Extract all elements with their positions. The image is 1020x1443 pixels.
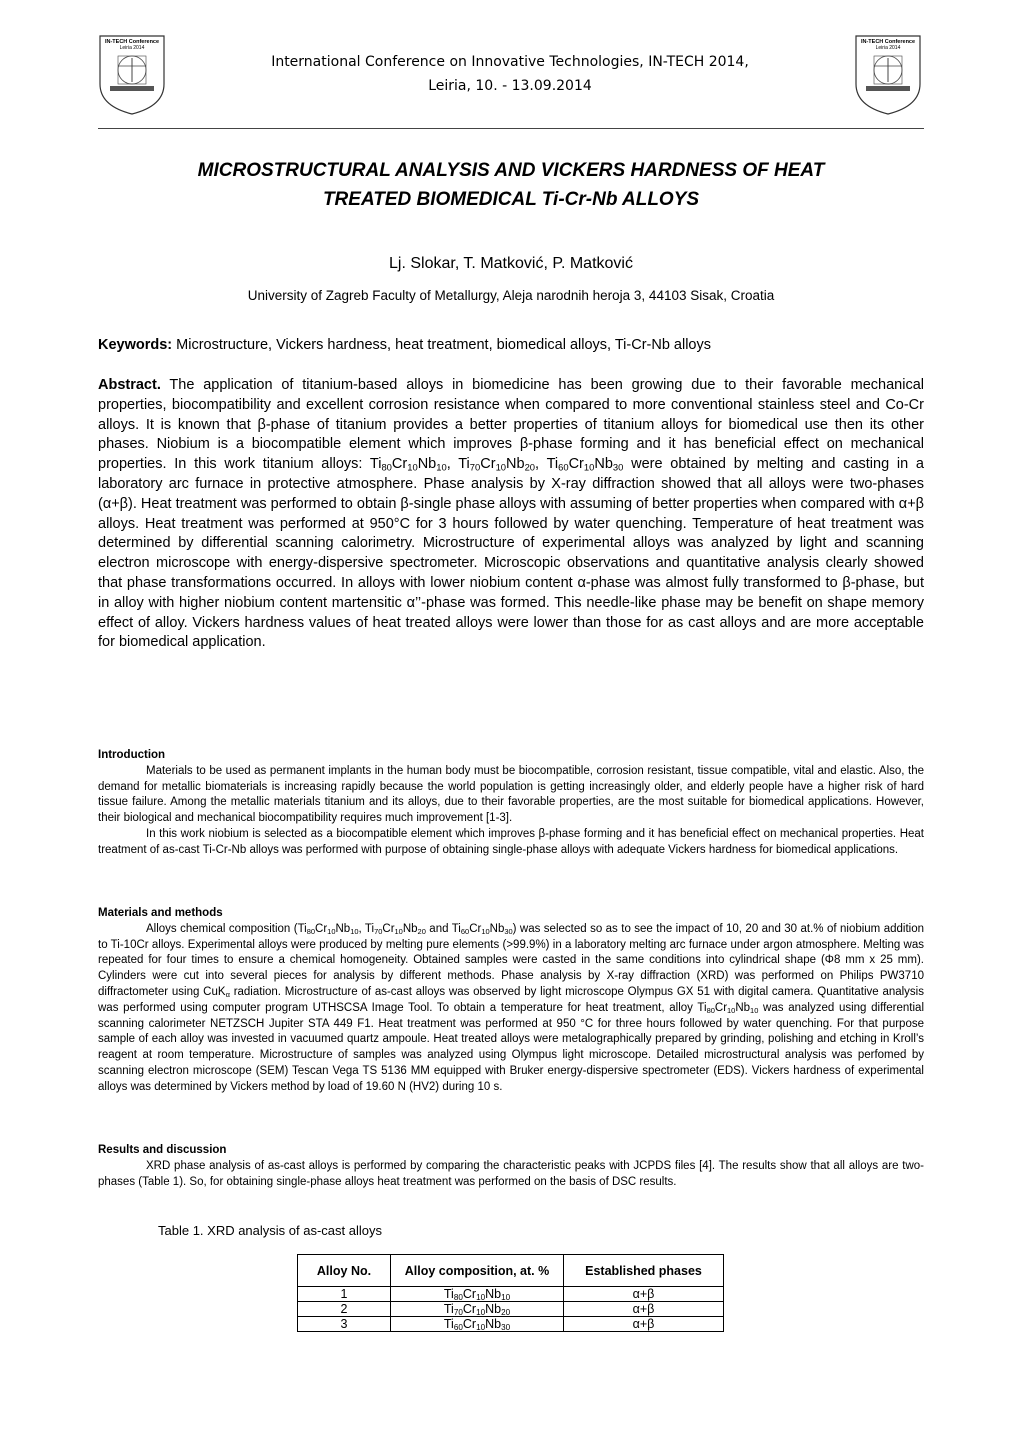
logo-title: IN-TECH Conference — [104, 39, 160, 45]
cell-composition: $Ti_{80}Cr_{10}Nb_{10}$ — [391, 1287, 564, 1302]
cell-phases: α+β — [564, 1287, 724, 1302]
xrd-table — [297, 1254, 724, 1332]
conference-logo-right — [854, 34, 922, 116]
cell-composition: $Ti_{60}Cr_{10}Nb_{30}$ — [391, 1317, 564, 1332]
cell-phases: α+β — [564, 1302, 724, 1317]
cell-phases: α+β — [564, 1317, 724, 1332]
introduction-paragraph-2: In this work niobium is selected as a biocompatible element which improves β-phase forming and it has beneficial effect on mechanical properties. Heat treatment of as-cast Ti-Cr-Nb alloys was performed with purpose of obtaining single-phase alloys with adequate Vickers hardness for biomedical applications. — [98, 827, 924, 856]
introduction-heading: Introduction — [98, 749, 166, 761]
cell-alloy-no: 1 — [298, 1287, 391, 1302]
methods-text-a: Alloys chemical composition ( — [146, 922, 298, 935]
table-header-row — [298, 1255, 724, 1287]
header-line-1: International Conference on Innovative Technologies, IN-TECH 2014, — [271, 54, 749, 70]
abstract-text-2: were obtained by melting and casting in a laboratory arc furnace in protective atmosphere. Phase analysis by X-ray diffraction showed that all alloys were two-phases (α+β). Heat treatment was performed to obtain β-single phase alloys with assuming of better properties when compared with α+β alloys. Heat treatment was performed at 950°C for 3 hours followed by water quenching. Temperature of heat treatment was determined by differential scanning calorimetry. Microstructure of experimental alloys was analyzed by light and scanning electron microscope with energy-dispersive spectrometer. Microscopic observations and quantitative analysis clearly showed that phase transformations occurred. In alloys with lower niobium content α-phase was almost fully transformed to β-phase, but in alloy with higher niobium content martensitic α’’-phase was formed. This needle-like phase may be benefit on shape memory effect of alloy. Vickers hardness values of heat treated alloys were lower than those for as cast alloys and are more acceptable for biomedical application. — [98, 456, 924, 651]
introduction-paragraph-1: Materials to be used as permanent implants in the human body must be biocompatible, corrosion resistant, tissue compatible, vital and elastic. Also, the demand for metallic biomaterials is increasing rapidly because the world population is getting increasingly older, and elderly people have a higher risk of hard tissue failure. Among the metallic materials titanium and its alloys, due to their favorable properties, are the most suitable for biomedical applications. However, their biological and mechanical biocompatibility requires much improvement [1-3]. — [98, 764, 924, 825]
methods-text-d: was analyzed using differential scanning calorimeter NETZSCH Jupiter STA 449 F1. Heat treatment was performed at 950 °C for three hours followed by water quenching. For that purpose sample of each alloy was invested in vacuumed quartz ampoule. Heat treated alloys were metalographically prepared by grinding, polishing and etching in Kroll’s reagent at room temperature. Microstructure of samples was analyzed using Olympus light microscope. Detailed microstructural analysis was perfomed by scanning electron microscope (SEM) Tescan Vega TS 5136 MM equipped with Bruker energy-dispersive spectrometer (EDS). Vickers hardness of experimental alloys was determined by Vickers method by load of 19.60 N (HV2) during 10 s. — [98, 1001, 924, 1093]
cell-alloy-no: 2 — [298, 1302, 391, 1317]
keywords — [98, 337, 924, 353]
abstract-label: Abstract. — [98, 377, 161, 393]
logo-title: IN-TECH Conference — [860, 39, 916, 45]
paper-title — [98, 156, 924, 214]
logo-subtitle: Leiria 2014 — [119, 45, 145, 51]
methods-heading: Materials and methods — [98, 907, 223, 919]
results-heading: Results and discussion — [98, 1144, 227, 1156]
authors: Lj. Slokar, T. Matković, P. Matković — [389, 255, 633, 272]
cell-alloy-no: 3 — [298, 1317, 391, 1332]
conference-logo-left — [98, 34, 166, 116]
methods-text-c: radiation. Microstructure of as-cast alloys was observed by light microscope Olympus GX 51 with digital camera. Quantitative analysis was performed using computer program UTHSCSA Image Tool. To obtain a temperature for heat treatment, alloy — [98, 985, 924, 1014]
column-header-alloy-no: Alloy No. — [298, 1255, 391, 1287]
methods-text-b: ) was selected so as to see the impact of 10, 20 and 30 at.% of niobium addition to Ti-10Cr alloys. Experimental alloys were produced by melting pure elements (>99.9%) in a laboratory melting arc furnace under argon atmosphere. Melting was repeated for four times to ensure a chemical homogeneity. Obtained samples were casted in the same conditions into cylindrical shape (Φ8 mm x 25 mm). Cylinders were cut into several pieces for analysis by different methods. Phase analysis by X-ray diffraction (XRD) was performed on Philips PW3710 diffractometer using CuK — [98, 922, 924, 998]
logo-subtitle: Leiria 2014 — [875, 45, 901, 51]
table-row — [298, 1287, 724, 1302]
title-line-1: MICROSTRUCTURAL ANALYSIS AND VICKERS HARDNESS OF HEAT — [197, 160, 825, 181]
methods-paragraph: Alloys chemical composition ($Ti_{80}Cr_{10}Nb_{10}$, $Ti_{70}Cr_{10}Nb_{20}$ and $Ti_{60}Cr_{10}Nb_{30}$) was selected so as to see the impact of 10, 20 and 30 at.% of niobium addition to Ti-10Cr alloys. Experimental alloys were produced by melting pure elements (>99.9%) in a laboratory melting arc furnace under argon atmosphere. Melting was repeated for four times to ensure a chemical homogeneity. Obtained samples were casted in the same conditions into cylindrical shape (Φ8 mm x 25 mm). Cylinders were cut into several pieces for analysis by different methods. Phase analysis by X-ray diffraction (XRD) was performed on Philips PW3710 diffractometer using CuK$_\alpha$ radiation. Microstructure of as-cast alloys was observed by light microscope Olympus GX 51 with digital camera. Quantitative analysis was performed using computer program UTHSCSA Image Tool. To obtain a temperature for heat treatment, alloy $Ti_{80}Cr_{10}Nb_{10}$ was analyzed using differential scanning calorimeter NETZSCH Jupiter STA 449 F1. Heat treatment was performed at 950 °C for three hours followed by water quenching. For that purpose sample of each alloy was invested in vacuumed quartz ampoule. Heat treated alloys were metalographically prepared by grinding, polishing and etching in Kroll’s reagent at room temperature. Microstructure of samples was analyzed using Olympus light microscope. Detailed microstructural analysis was perfomed by scanning electron microscope (SEM) Tescan Vega TS 5136 MM equipped with Bruker energy-dispersive spectrometer (EDS). Vickers hardness of experimental alloys was determined by Vickers method by load of 19.60 N (HV2) during 10 s. — [98, 922, 924, 1093]
abstract: Abstract. The application of titanium-based alloys in biomedicine has been growing due to their favorable mechanical properties, biocompatibility and excellent corrosion resistance when compared to more conventional stainless steel and Co-Cr alloys. It is known that β-phase of titanium provides a better properties of titanium alloys for biomedical use then its other phases. Niobium is a biocompatible element which improves β-phase forming and it has beneficial effect on mechanical properties. In this work titanium alloys: $Ti_{80}Cr_{10}Nb_{10}$, $Ti_{70}Cr_{10}Nb_{20}$, $Ti_{60}Cr_{10}Nb_{30}$ were obtained by melting and casting in a laboratory arc furnace in protective atmosphere. Phase analysis by X-ray diffraction showed that all alloys were two-phases (α+β). Heat treatment was performed to obtain β-single phase alloys with assuming of better properties when compared with α+β alloys. Heat treatment was performed at 950°C for 3 hours followed by water quenching. Temperature of heat treatment was determined by differential scanning calorimetry. Microstructure of experimental alloys was analyzed by light and scanning electron microscope with energy-dispersive spectrometer. Microscopic observations and quantitative analysis clearly showed that phase transformations occurred. In alloys with lower niobium content α-phase was almost fully transformed to β-phase, but in alloy with higher niobium content martensitic α’’-phase was formed. This needle-like phase may be benefit on shape memory effect of alloy. Vickers hardness values of heat treated alloys were lower than those for as cast alloys and are more acceptable for biomedical application. — [98, 377, 924, 651]
keywords-text: Microstructure, Vickers hardness, heat treatment, biomedical alloys, Ti-Cr-Nb alloys — [172, 337, 711, 353]
affiliation: University of Zagreb Faculty of Metallurgy, Aleja narodnih heroja 3, 44103 Sisak, Croatia — [247, 288, 775, 303]
column-header-composition: Alloy composition, at. % — [391, 1255, 564, 1287]
results-section — [98, 1143, 924, 1190]
introduction-section — [98, 748, 924, 859]
title-line-2: TREATED BIOMEDICAL Ti-Cr-Nb ALLOYS — [322, 189, 700, 210]
methods-section — [98, 906, 924, 1096]
results-paragraph: XRD phase analysis of as-cast alloys is performed by comparing the characteristic peaks with JCPDS files [4]. The results show that all alloys are two-phases (Table 1). So, for obtaining single-phase alloys heat treatment was performed on the basis of DSC results. — [98, 1159, 924, 1188]
table-row — [298, 1317, 724, 1332]
keywords-label: Keywords: — [98, 337, 173, 353]
table-caption: Table 1. XRD analysis of as-cast alloys — [158, 1223, 382, 1238]
table-row — [298, 1302, 724, 1317]
cell-composition: $Ti_{70}Cr_{10}Nb_{20}$ — [391, 1302, 564, 1317]
column-header-phases: Established phases — [564, 1255, 724, 1287]
header-line-2: Leiria, 10. - 13.09.2014 — [428, 78, 592, 94]
header-divider — [98, 128, 924, 129]
abstract-text-1: The application of titanium-based alloys in biomedicine has been growing due to their favorable mechanical properties, biocompatibility and excellent corrosion resistance when compared to more conventional stainless steel and Co-Cr alloys. It is known that β-phase of titanium provides a better properties of titanium alloys for biomedical use then its other phases. Niobium is a biocompatible element which improves β-phase forming and it has beneficial effect on mechanical properties. In this work titanium alloys: — [98, 377, 924, 473]
conference-header — [180, 50, 840, 98]
